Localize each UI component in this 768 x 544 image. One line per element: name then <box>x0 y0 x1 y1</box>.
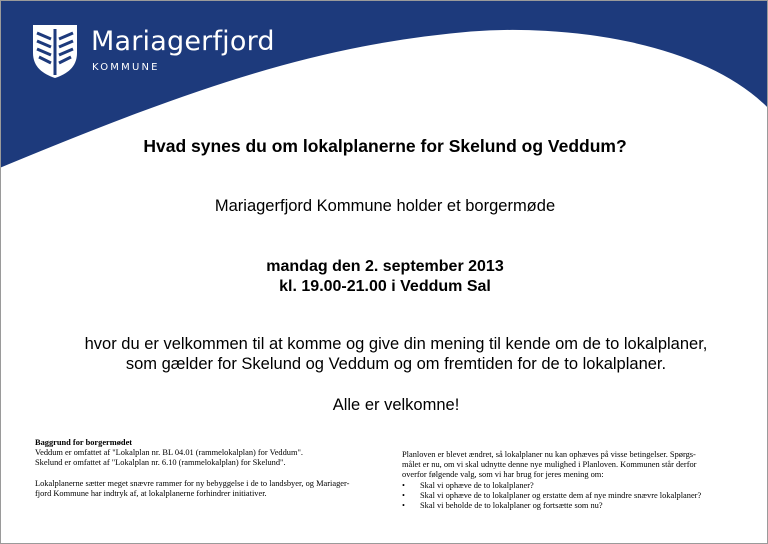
question-list <box>402 481 742 512</box>
event-date: mandag den 2. september 2013 <box>266 258 504 275</box>
brand-subtitle: KOMMUNE <box>92 62 160 73</box>
invitation-line: som gælder for Skelund og Veddum og om fremtiden for de to lokalplaner. <box>125 355 667 373</box>
list-item <box>402 501 742 511</box>
text-line: fjord Kommune har indtryk af, at lokalplanerne forhindrer initiativer. <box>35 488 267 498</box>
bullet-icon: • <box>402 501 405 511</box>
background-section <box>35 438 375 499</box>
section-heading: Baggrund for borgermødet <box>35 438 133 447</box>
bullet-icon: • <box>402 490 405 500</box>
question-text: Skal vi ophæve de to lokalplaner og erstatte dem af nye mindre snævre lokalplaner? <box>420 490 702 500</box>
question-text: Skal vi ophæve de to lokalplaner? <box>420 480 534 490</box>
text-line: Veddum er omfattet af "Lokalplan nr. BL 04.01 (rammelokalplan) for Veddum". <box>35 448 304 458</box>
text-line: Planloven er blevet ændret, så lokalplaner nu kan ophæves på visse betingelser. Spørgs- <box>402 450 696 459</box>
question-text: Skal vi beholde de to lokalplaner og fortsætte som nu? <box>420 501 603 511</box>
event-time-place: kl. 19.00-21.00 i Veddum Sal <box>279 278 491 295</box>
event-subtitle: Mariagerfjord Kommune holder et borgermøde <box>214 197 556 215</box>
page-title: Hvad synes du om lokalplanerne for Skelund og Veddum? <box>143 136 627 156</box>
invitation-text <box>1 334 768 374</box>
brand-name: Mariagerfjord <box>91 26 275 57</box>
invitation-line: hvor du er velkommen til at komme og give din mening til kende om de to lokalplaner, <box>84 335 708 353</box>
welcome-text: Alle er velkomne! <box>332 396 460 414</box>
text-line: målet er nu, om vi skal udnytte denne nye mulighed i Planloven. Kommunen står derfor <box>402 460 697 470</box>
text-line: Lokalplanerne sætter meget snævre rammer for ny bebyggelse i de to landsbyer, og Mariager- <box>35 478 350 488</box>
text-line: overfor følgende valg, som vi har brug for jeres mening om: <box>402 470 604 480</box>
municipality-logo-icon <box>31 23 79 79</box>
list-item <box>402 491 742 501</box>
event-datetime <box>1 257 768 297</box>
list-item <box>402 481 742 491</box>
planning-section <box>402 450 742 511</box>
text-line: Skelund er omfattet af "Lokalplan nr. 6.10 (rammelokalplan) for Skelund". <box>35 458 286 468</box>
bullet-icon: • <box>402 480 405 490</box>
